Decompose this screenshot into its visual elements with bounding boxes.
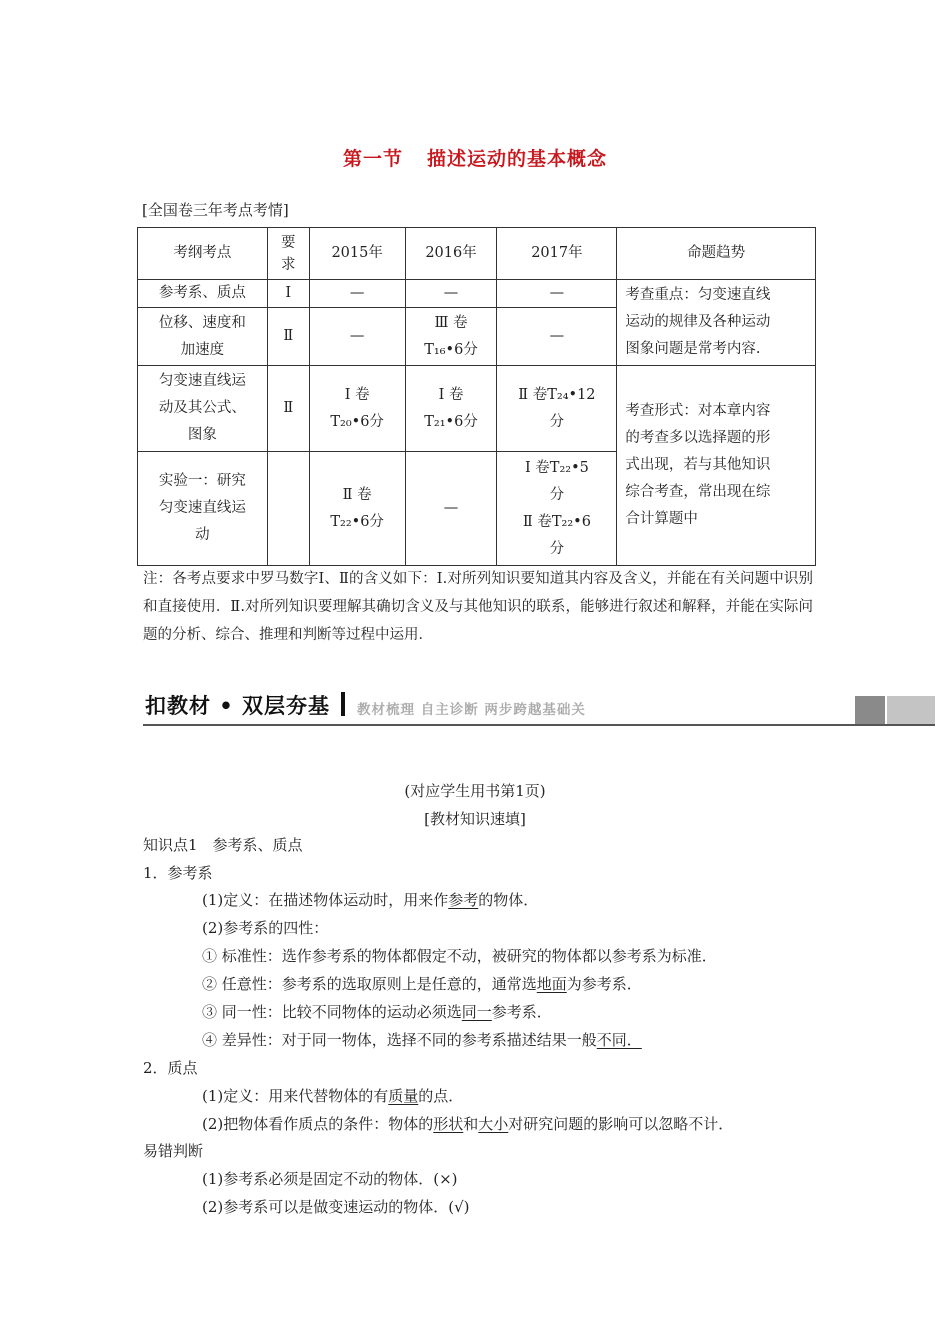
- trend-cell-1: 考查重点：匀变速直线 运动的规律及各种运动 图象问题是常考内容.: [617, 280, 816, 366]
- condition-line: (2)把物体看作质点的条件：物体的形状和大小对研究问题的影响可以忽略不计．: [202, 1115, 734, 1133]
- table-header: [267, 228, 309, 280]
- header-req-1: 要: [280, 234, 296, 251]
- banner-underline: [143, 724, 935, 726]
- blank-answer: 质量: [388, 1087, 419, 1105]
- four-properties: (2)参考系的四性：: [202, 919, 329, 937]
- header-req-2: 求: [280, 256, 296, 273]
- table-cell: —: [497, 308, 617, 366]
- table-cell: 参考系、质点: [138, 280, 268, 308]
- table-header: 考纲考点: [138, 228, 268, 280]
- table-header: 2016年: [405, 228, 497, 280]
- table-cell: Ⅰ 卷T₂₂•5 分 Ⅱ 卷T₂₂•6 分: [497, 452, 617, 566]
- property-line: ② 任意性：参考系的选取原则上是任意的，通常选地面为参考系．: [202, 975, 642, 993]
- ref-line: (对应学生用书第1页): [404, 782, 546, 800]
- table-cell: —: [497, 280, 617, 308]
- table-cell: —: [309, 308, 405, 366]
- table-cell: —: [405, 452, 497, 566]
- judgement-item: (2)参考系可以是做变速运动的物体．(√): [202, 1198, 470, 1216]
- table-cell: Ⅱ: [267, 308, 309, 366]
- blank-answer: 形状: [433, 1115, 464, 1133]
- table-cell: 位移、速度和 加速度: [138, 308, 268, 366]
- definition-line: (1)定义：用来代替物体的有质量的点．: [202, 1087, 464, 1105]
- table-cell: [267, 452, 309, 566]
- table-cell: Ⅰ 卷 T₂₁•6分: [405, 366, 497, 452]
- banner-block-light: [887, 696, 935, 724]
- blank-answer: 参考: [448, 891, 479, 909]
- page-title: 第一节 描述运动的基本概念: [342, 148, 608, 170]
- table-cell: Ⅰ: [267, 280, 309, 308]
- blank-answer: 地面: [536, 975, 567, 993]
- banner-title: 扣教材 • 双层夯基: [145, 694, 331, 718]
- section-particle: 2．质点: [143, 1059, 198, 1077]
- table-header: 命题趋势: [617, 228, 816, 280]
- property-line: ③ 同一性：比较不同物体的运动必须选同一参考系．: [202, 1003, 552, 1021]
- table-row: [138, 366, 816, 452]
- definition-line: (1)定义：在描述物体运动时，用来作参考的物体．: [202, 891, 539, 909]
- table-cell: 匀变速直线运 动及其公式、 图象: [138, 366, 268, 452]
- banner-block-dark: [855, 696, 885, 724]
- table-cell: Ⅱ 卷 T₂₂•6分: [309, 452, 405, 566]
- blank-answer: 不同．: [596, 1031, 642, 1049]
- table-cell: —: [405, 280, 497, 308]
- table-cell: —: [309, 280, 405, 308]
- trend-cell-2: 考查形式：对本章内容 的考查多以选择题的形 式出现，若与其他知识 综合考查，常出现在综 合计算题中: [617, 366, 816, 566]
- table-header: 2017年: [497, 228, 617, 280]
- table-cell: 实验一：研究 匀变速直线运 动: [138, 452, 268, 566]
- table-note: 注：各考点要求中罗马数字Ⅰ、Ⅱ的含义如下：Ⅰ.对所列知识要知道其内容及含义，并能在有关问题中识别和直接使用．Ⅱ.对所列知识要理解其确切含义及与其他知识的联系，能够进行叙述和解释，并能在实际问题的分析、综合、推理和判断等过程中运用．: [143, 571, 813, 643]
- blank-answer: 大小: [478, 1115, 509, 1133]
- section-reference-frame: 1．参考系: [143, 864, 213, 882]
- exam-caption: [全国卷三年考点考情]: [142, 201, 289, 219]
- banner-divider: [341, 692, 345, 716]
- exam-table: [137, 227, 816, 566]
- table-cell: Ⅰ 卷 T₂₀•6分: [309, 366, 405, 452]
- section-banner: [143, 690, 935, 728]
- table-row: [138, 280, 816, 308]
- knowledge-point-title: 知识点1 参考系、质点: [143, 836, 303, 854]
- fill-title: [教材知识速填]: [424, 810, 526, 828]
- table-cell: Ⅲ 卷 T₁₆•6分: [405, 308, 497, 366]
- table-cell: Ⅱ: [267, 366, 309, 452]
- property-line: ④ 差异性：对于同一物体，选择不同的参考系描述结果一般不同．: [202, 1029, 654, 1050]
- judgement-item: (1)参考系必须是固定不动的物体．(×): [202, 1170, 458, 1188]
- banner-subtitle: 教材梳理 自主诊断 两步跨越基础关: [357, 702, 586, 718]
- table-cell: Ⅱ 卷T₂₄•12 分: [497, 366, 617, 452]
- error-judgement-title: 易错判断: [143, 1142, 204, 1160]
- blank-answer: 同一: [461, 1003, 492, 1021]
- table-header: 2015年: [309, 228, 405, 280]
- property-line: ① 标准性：选作参考系的物体都假定不动，被研究的物体都以参考系为标准．: [202, 947, 717, 965]
